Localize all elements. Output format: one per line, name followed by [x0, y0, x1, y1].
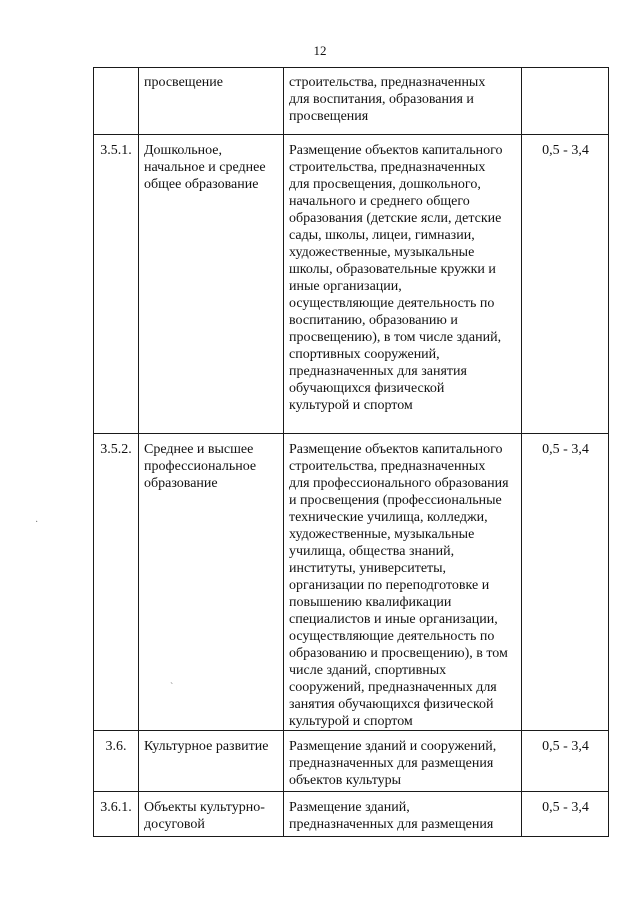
- row-description: Размещение объектов капитального строительства, предназначенных для профессионального образования и просвещения (профессиональные технические училища, колледжи, художественные, музыкальные училища, общества знаний, институты, университеты, организации по переподготовке и повышению квалификации специалистов и иные организации, осуществляющие деятельность по образованию и просвещению), в том числе зданий, спортивных сооружений, предназначенных для занятия обучающихся физической культурой и спортом: [284, 434, 522, 731]
- row-description: Размещение зданий, предназначенных для размещения: [284, 792, 522, 837]
- page-number: 12: [313, 43, 327, 58]
- table-row: [94, 792, 609, 837]
- row-code: 3.6.: [94, 731, 139, 792]
- land-use-table: [93, 67, 609, 837]
- row-description: Размещение объектов капитального строительства, предназначенных для просвещения, дошкольного, начального и среднего общего образования (детские ясли, детские сады, школы, лицеи, гимназии, художественные, музыкальные школы, образовательные кружки и иные организации, осуществляющие деятельность по воспитанию, образованию и просвещению), в том числе зданий, спортивных сооружений, предназначенных для занятия обучающихся физической культурой и спортом: [284, 135, 522, 434]
- row-name: Среднее и высшее профессиональное образование: [139, 434, 284, 731]
- table-row: [94, 731, 609, 792]
- row-code: 3.5.2.: [94, 434, 139, 731]
- row-name: Объекты культурно- досуговой: [139, 792, 284, 837]
- row-name: Дошкольное, начальное и среднее общее образование: [139, 135, 284, 434]
- row-value: 0,5 - 3,4: [522, 792, 609, 837]
- row-value: 0,5 - 3,4: [522, 135, 609, 434]
- row-name: просвещение: [139, 68, 284, 135]
- row-value: 0,5 - 3,4: [522, 731, 609, 792]
- scan-speck: ·: [35, 517, 39, 528]
- row-code: 3.6.1.: [94, 792, 139, 837]
- row-name: Культурное развитие: [139, 731, 284, 792]
- row-description: Размещение зданий и сооружений, предназначенных для размещения объектов культуры: [284, 731, 522, 792]
- row-value: [522, 68, 609, 135]
- scan-speck: `: [170, 682, 174, 693]
- row-code: 3.5.1.: [94, 135, 139, 434]
- row-value: 0,5 - 3,4: [522, 434, 609, 731]
- table-row: [94, 135, 609, 434]
- row-description: строительства, предназначенных для воспитания, образования и просвещения: [284, 68, 522, 135]
- table-row: [94, 68, 609, 135]
- row-code: [94, 68, 139, 135]
